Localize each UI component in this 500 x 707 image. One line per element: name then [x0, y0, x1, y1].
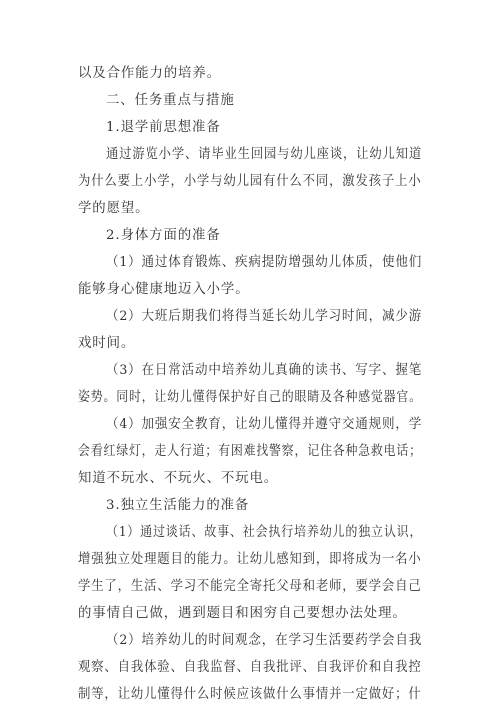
paragraph-line: 增强独立处理题目的能力。让幼儿感知到，即将成为一名小 [78, 552, 422, 567]
subsection-heading: 3.独立生活能力的准备 [106, 498, 250, 513]
section-heading: 二、任务重点与措施 [106, 93, 235, 108]
paragraph-line: 会看红绿灯，走人行道；有困难找警察，记住各种急救电话； [78, 444, 422, 459]
paragraph-line: 通过游览小学、请毕业生回园与幼儿座谈，让幼儿知道 [106, 147, 422, 162]
paragraph-line: 制等，让幼儿懂得什么时候应该做什么事情并一定做好；什 [78, 687, 422, 702]
paragraph-line: 的事情自己做，遇到题目和困穷自己要想办法处理。 [78, 606, 407, 621]
paragraph-line: 为什么要上小学，小学与幼儿园有什么不同，激发孩子上小 [78, 174, 422, 189]
paragraph-line: （2）培养幼儿的时间观念，在学习生活要药学会自我 [106, 633, 423, 648]
paragraph-line: （1）通过谈话、故事、社会执行培养幼儿的独立认识， [106, 525, 423, 540]
paragraph-line: 学生了，生活、学习不能完全寄托父母和老师，要学会自己 [78, 579, 422, 594]
paragraph-line: （1）通过体育锻炼、疾病提防增强幼儿体质，使他们 [106, 255, 423, 270]
paragraph-line: （2）大班后期我们将得当延长幼儿学习时间，减少游 [106, 309, 423, 324]
subsection-heading: 2.身体方面的准备 [106, 228, 221, 243]
subsection-heading: 1.退学前思想准备 [106, 120, 221, 135]
paragraph-line: 戏时间。 [78, 336, 136, 351]
paragraph-line: 姿势。同时，让幼儿懂得保护好自己的眼睛及各种感觉器官。 [78, 390, 422, 405]
paragraph-line: （3）在日常活动中培养幼儿真确的读书、写字、握笔 [106, 363, 423, 378]
paragraph-line: 知道不玩水、不玩火、不玩电。 [78, 471, 279, 486]
paragraph-line: 观察、自我体验、自我监督、自我批评、自我评价和自我控 [78, 660, 422, 675]
paragraph-line: 学的愿望。 [78, 201, 150, 216]
paragraph-line: （4）加强安全教育，让幼儿懂得并遵守交通规则，学 [106, 417, 423, 432]
paragraph-line: 能够身心健康地迈入小学。 [78, 282, 250, 297]
paragraph-line: 以及合作能力的培养。 [78, 66, 221, 81]
